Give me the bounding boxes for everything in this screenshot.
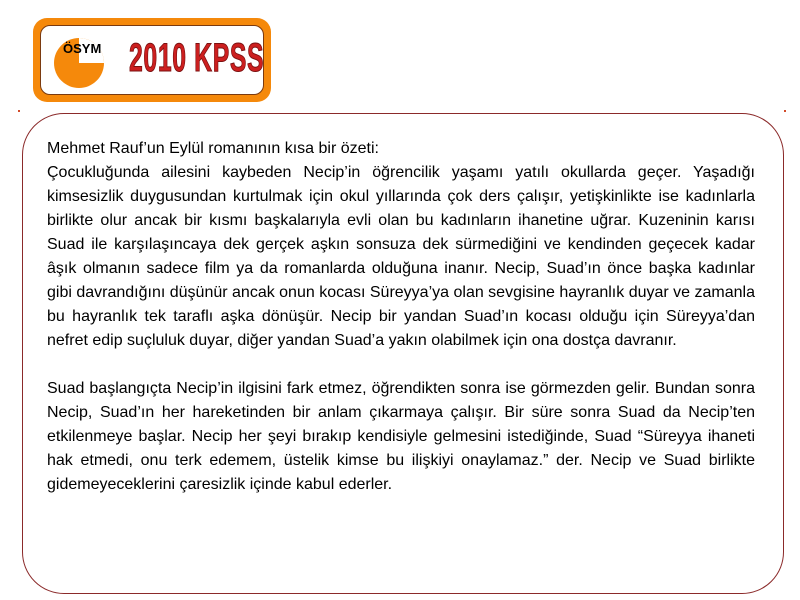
summary-paragraph-2: Suad başlangıçta Necip’in ilgisini fark etmez, öğrendikten sonra ise görmezden gelir. Bundan sonra Necip, Suad’ın her hareketinden bir anlam çıkarmaya çalışır. Bir süre sonra Suad da Necip’ten etkilenmeye başlar. Necip her şeyi bırakıp kendisiyle gelmesini istediğinde, Suad “Süreyya ihaneti hak etmedi, onu terk edemem, üstelik kimse bu ilişkiyi onaylamaz.” der. Necip ve Suad birlikte gidemeyeceklerini çaresizlik içinde kabul ederler. bbox=[47, 380, 755, 493]
logo-panel bbox=[40, 25, 264, 95]
decorative-dot bbox=[784, 110, 786, 112]
logo-title: 2010 KPSS bbox=[129, 36, 265, 80]
decorative-dot bbox=[18, 110, 20, 112]
logo-frame bbox=[33, 18, 271, 102]
summary-heading: Mehmet Rauf’un Eylül romanının kısa bir özeti: bbox=[47, 140, 379, 157]
paragraph-gap bbox=[47, 353, 755, 377]
logo-brand: ÖSYM bbox=[63, 41, 102, 56]
summary-text bbox=[47, 137, 755, 497]
summary-paragraph-1: Çocukluğunda ailesini kaybeden Necip’in öğrencilik yaşamı yatılı okullarda geçer. Yaşadığı kimsesizlik duygusundan kurtulmak için okul yıllarında çok ders çalışır, yetişkinlikte ise kadınlarla birlikte olur ancak bir kısmı başkalarıyla evli olan bu kadınların ihanetine uğrar. Kuzeninin karısı Suad ile karşılaşıncaya dek gerçek aşkın sonsuza dek sürmediğini ve kendinden geçecek kadar âşık olmanın sadece film ya da romanlarda olduğuna inanır. Necip, Suad’ın önce başka kadınlar gibi davrandığını düşünür ancak onun kocası Süreyya’ya olan sevgisine hayranlık duyar ve zamanla bu hayranlık tek taraflı aşka dönüşür. Necip bir yandan Suad’ın kocası olduğu için Süreyya’dan nefret edip suçluluk duyar, diğer yandan Suad’a yakın olabilmek için ona dostça davranır. bbox=[47, 164, 755, 349]
